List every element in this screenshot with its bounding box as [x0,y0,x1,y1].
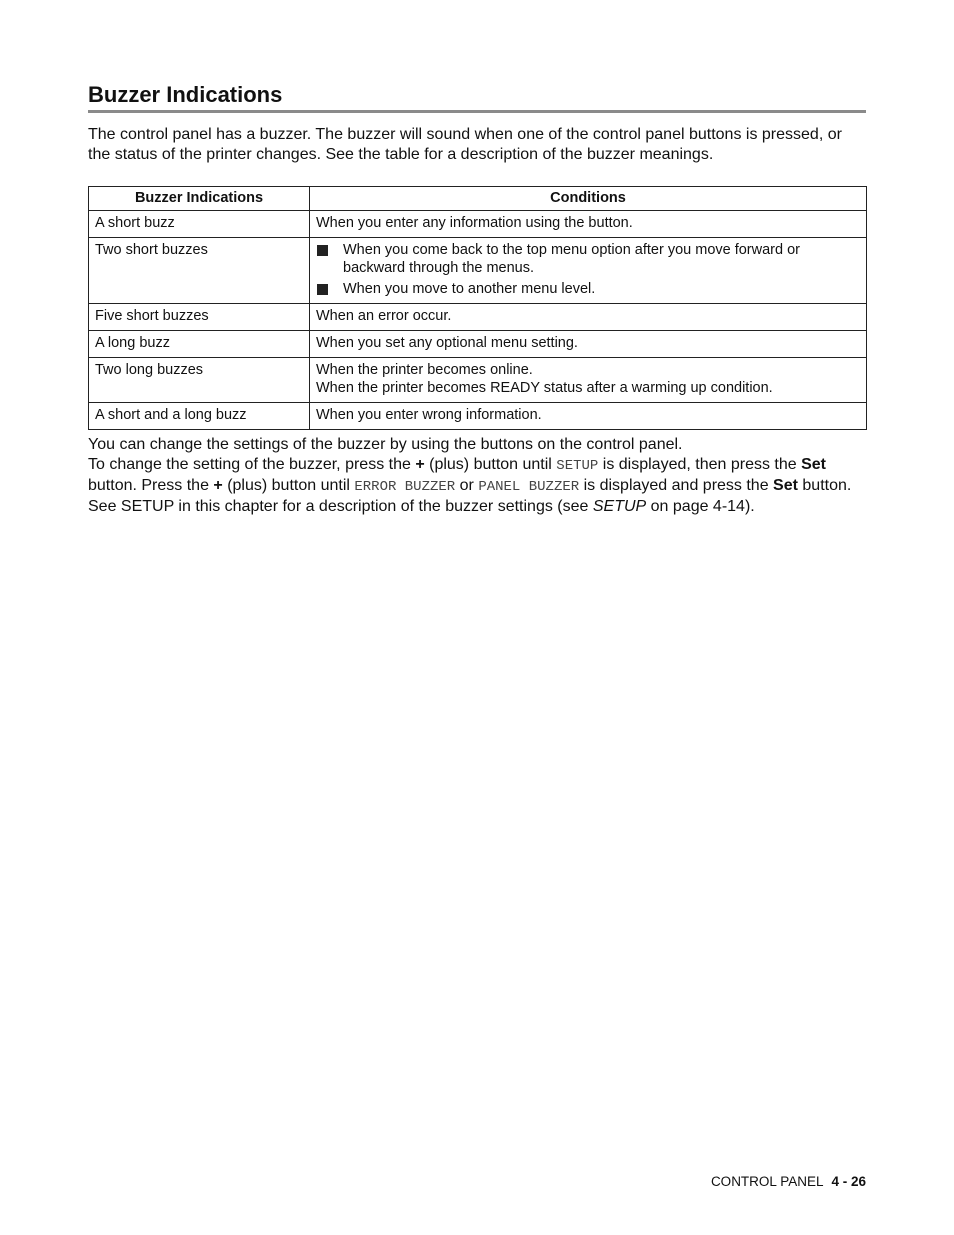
square-bullet-icon [317,284,328,295]
table-row [89,331,867,358]
page-title: Buzzer Indications [88,82,866,113]
page-footer [711,1174,866,1189]
indication-cell: A short and a long buzz [89,403,310,430]
table-header-row [89,187,867,211]
column-header-conditions: Conditions [310,187,867,211]
bullet-item [316,280,860,298]
bullet-item [316,241,860,277]
condition-cell: When an error occur. [310,304,867,331]
lcd-text-error-buzzer: ERROR BUZZER [354,479,456,495]
indication-cell: Two short buzzes [89,238,310,304]
set-key: Set [801,456,826,473]
condition-cell: When you enter any information using the button. [310,211,867,238]
condition-line: When the printer becomes online. [316,362,533,378]
square-bullet-icon [317,245,328,256]
condition-cell [310,238,867,304]
table-row [89,403,867,430]
change-setting-paragraph: To change the setting of the buzzer, press the + (plus) button until SETUP is displayed, then press the Set button. Press the + (plus) button until ERROR BUZZER or PANEL BUZZER is displayed and press the Set button. [88,456,852,495]
lcd-text-setup: SETUP [556,458,599,474]
buzzer-table [88,186,867,430]
indication-cell: A long buzz [89,331,310,358]
setup-reference-link[interactable]: SETUP [592,498,647,515]
set-key: Set [773,477,798,494]
indication-cell: Five short buzzes [89,304,310,331]
intro-paragraph: The control panel has a buzzer. The buzzer will sound when one of the control panel buttons is pressed, or the status of the printer changes. See the table for a description of the buzzer meanings. [88,126,842,163]
plus-key: + [415,456,425,473]
see-setup-paragraph: See SETUP in this chapter for a description of the buzzer settings (see SETUP on page 4-14). [88,498,755,515]
page-number: 4 - 26 [831,1174,866,1189]
condition-cell: When you enter wrong information. [310,403,867,430]
plus-key: + [213,477,223,494]
condition-cell [310,358,867,403]
footer-section: CONTROL PANEL [710,1174,824,1189]
bullet-text: When you move to another menu level. [343,281,596,297]
table-row [89,238,867,304]
instructions [88,435,878,517]
indication-cell: A short buzz [89,211,310,238]
indication-cell: Two long buzzes [89,358,310,403]
column-header-indications: Buzzer Indications [89,187,310,211]
table-row [89,304,867,331]
condition-line: When the printer becomes READY status after a warming up condition. [316,380,773,396]
table-row [89,211,867,238]
settings-paragraph: You can change the settings of the buzzer by using the buttons on the control panel. [88,436,683,453]
condition-cell: When you set any optional menu setting. [310,331,867,358]
bullet-text: When you come back to the top menu option after you move forward or backward through the menus. [343,242,800,276]
lcd-text-panel-buzzer: PANEL BUZZER [478,479,580,495]
table-row [89,358,867,403]
